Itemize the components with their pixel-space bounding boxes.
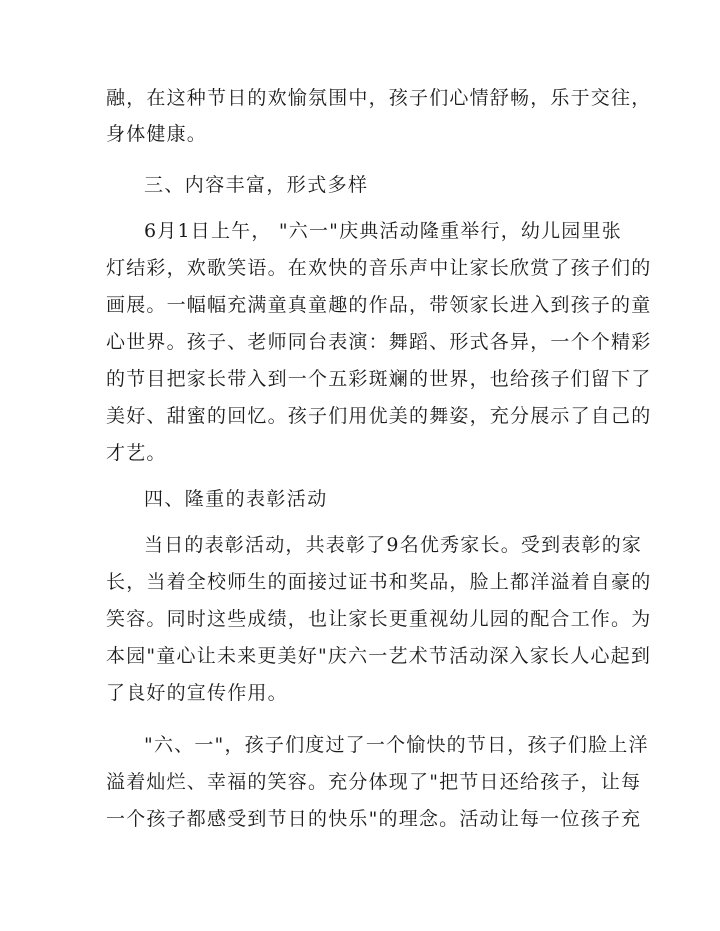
paragraph-line: 心世界。孩子、老师同台表演：舞蹈、形式各异，一个个精彩 [106, 331, 652, 353]
paragraph-line: 画展。一幅幅充满童真童趣的作品，带领家长进入到孩子的童 [106, 294, 652, 316]
paragraph-line: 本园"童心让未来更美好"庆六一艺术节活动深入家长人心起到 [106, 645, 652, 667]
paragraph-line: 灯结彩，欢歌笑语。在欢快的音乐声中让家长欣赏了孩子们的 [106, 257, 652, 279]
paragraph-line: 长，当着全校师生的面接过证书和奖品，脸上都洋溢着自豪的 [106, 571, 652, 593]
paragraph-line: 的节目把家长带入到一个五彩斑斓的世界，也给孩子们留下了 [106, 368, 652, 390]
paragraph-line: 融，在这种节日的欢愉氛围中，孩子们心情舒畅，乐于交往， [106, 87, 652, 109]
paragraph-line: 溢着灿烂、幸福的笑容。充分体现了"把节日还给孩子，让每 [106, 771, 642, 793]
paragraph-line: 才艺。 [106, 442, 167, 464]
paragraph-line: 笑容。同时这些成绩，也让家长更重视幼儿园的配合工作。为 [106, 608, 652, 630]
paragraph-line: 身体健康。 [106, 123, 208, 145]
section-heading: 三、内容丰富，形式多样 [144, 174, 369, 196]
paragraph-line: 6月1日上午， "六一"庆典活动隆重举行，幼儿园里张 [144, 220, 622, 242]
section-heading: 四、隆重的表彰活动 [144, 488, 328, 510]
paragraph-line: 美好、甜蜜的回忆。孩子们用优美的舞姿，充分展示了自己的 [106, 405, 652, 427]
paragraph-line: 了良好的宣传作用。 [106, 682, 288, 704]
paragraph-line: 当日的表彰活动，共表彰了9名优秀家长。受到表彰的家 [144, 534, 643, 556]
paragraph-line: 一个孩子都感受到节日的快乐"的理念。活动让每一位孩子充 [106, 808, 642, 830]
paragraph-line: "六、一"，孩子们度过了一个愉快的节日，孩子们脸上洋 [144, 734, 649, 756]
